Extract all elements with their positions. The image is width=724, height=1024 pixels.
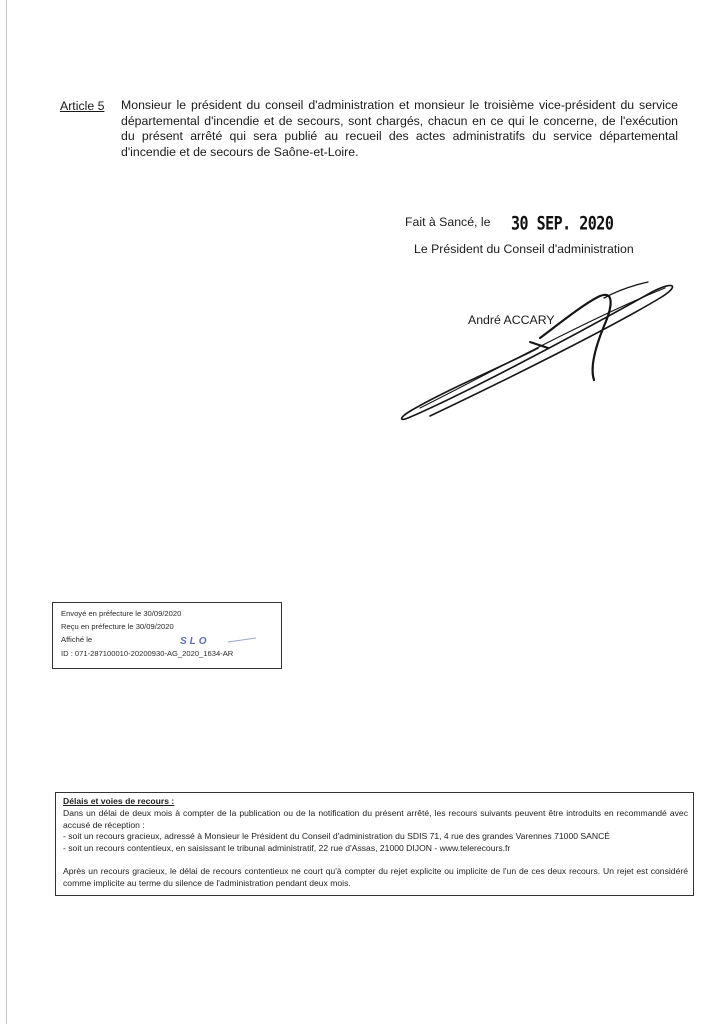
- date-stamp: 30 SEP. 2020: [511, 212, 614, 235]
- prefecture-receipt-box: [52, 602, 282, 669]
- appeals-spacer: [63, 855, 688, 866]
- appeals-item-contentious: - soit un recours contentieux, en saisissant le tribunal administratif, 22 rue d'Assas, 21000 DIJON - www.telerecours.fr: [63, 843, 511, 854]
- president-title: Le Président du Conseil d'administration: [414, 242, 634, 256]
- appeals-intro: Dans un délai de deux mois à compter de la publication ou de la notification du présent arrêté, les recours suivants peuvent être introduits en recommandé avec accusé de réception :: [63, 807, 688, 830]
- appeals-notice-box: [55, 792, 694, 896]
- handwritten-signature: [390, 268, 690, 428]
- received-date: Reçu en préfecture le 30/09/2020: [61, 622, 174, 632]
- appeals-note: Après un recours gracieux, le délai de recours contentieux ne court qu'à compter du rejet explicite ou implicite de l'un de ces deux recours. Un rejet est considéré comme implicite au terme du silence de l'administration pendant deux mois.: [63, 865, 688, 888]
- sent-date: Envoyé en préfecture le 30/09/2020: [61, 609, 182, 618]
- posted-stamp-mark: [178, 634, 258, 646]
- posted-line: [61, 633, 281, 646]
- appeals-item-gracious: - soit un recours gracieux, adressé à Monsieur le Président du Conseil d'administration du SDIS 71, 4 rue des grandes Varennes 71000 SANCÉ: [63, 831, 611, 842]
- posted-stamp-text: SLO: [180, 636, 210, 647]
- signer-name: André ACCARY: [468, 313, 555, 327]
- article-label: Article 5: [60, 99, 105, 113]
- article-text: Monsieur le président du conseil d'administration et monsieur le troisième vice-président du service départemental d'incendie et de secours, sont chargés, chacun en ce qui le concerne, de l'exécution du présent arrêté qui sera publié au recueil des actes administratifs du service départemental d'incendie et de secours de Saône-et-Loire.: [121, 98, 678, 159]
- posted-label: Affiché le: [61, 635, 93, 645]
- document-id: ID : 071-287100010-20200930-AG_2020_1634-AR: [61, 648, 234, 658]
- appeals-title: Délais et voies de recours :: [63, 796, 175, 806]
- page-edge: [6, 0, 7, 1024]
- signed-at-label: Fait à Sancé, le: [405, 215, 491, 229]
